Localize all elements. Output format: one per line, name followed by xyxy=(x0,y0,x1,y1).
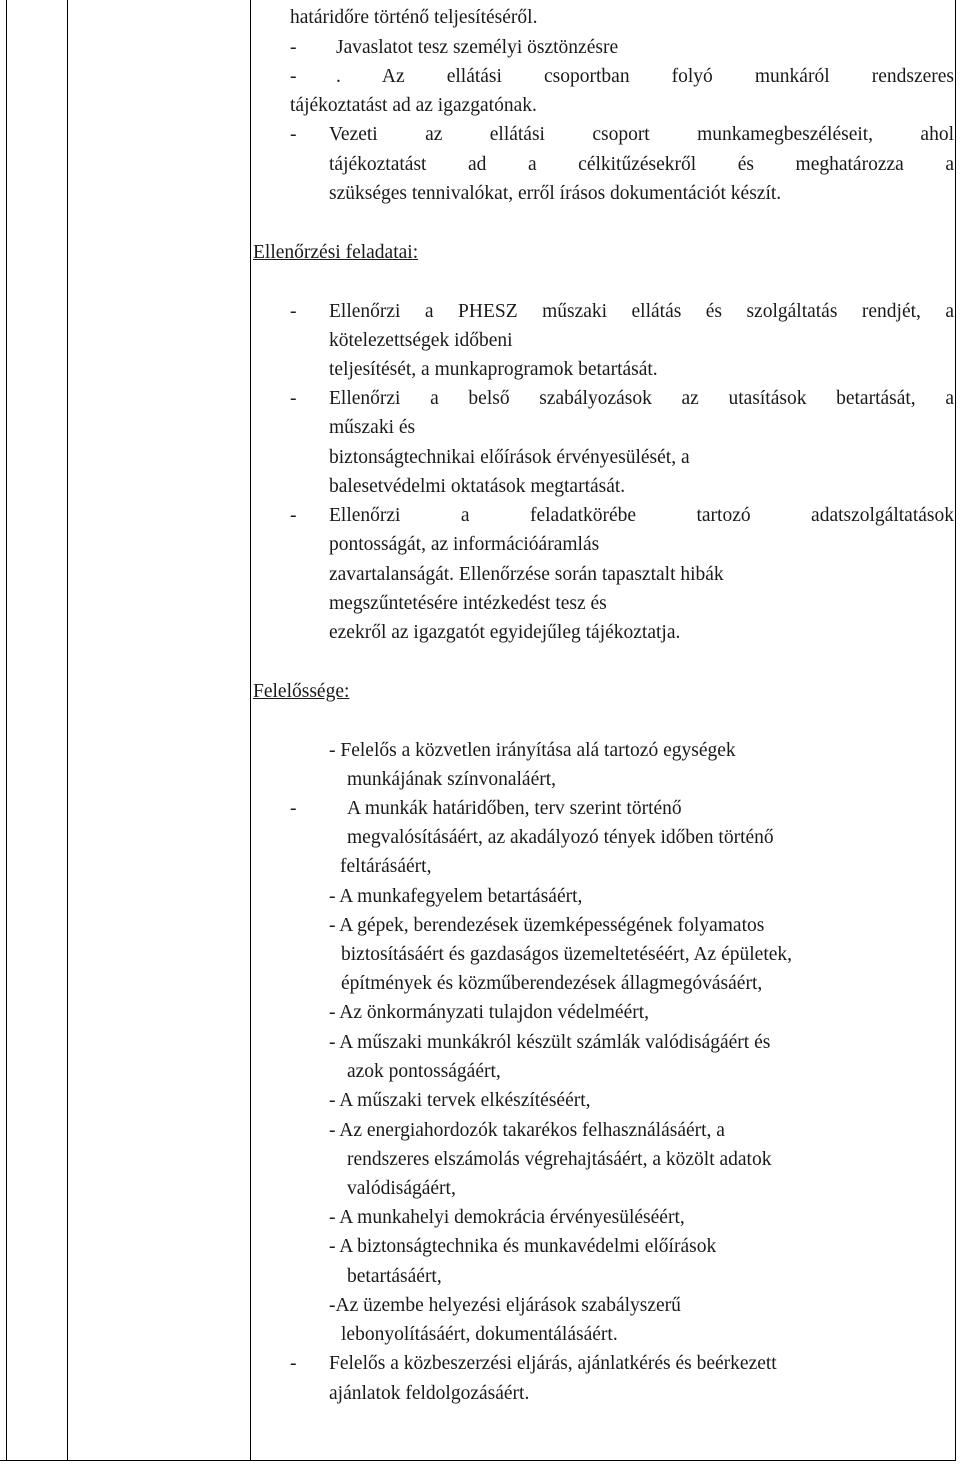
list-dash: - xyxy=(290,798,297,819)
responsibility-line: -Az üzembe helyezési eljárások szabályszerű xyxy=(329,1295,681,1316)
list-dash: - xyxy=(290,301,297,322)
list-dash: - xyxy=(290,388,297,409)
responsibility-line: lebonyolításáért, dokumentálásáért. xyxy=(341,1324,618,1345)
text-line: . Az ellátási csoportban folyó munkáról rendszeres xyxy=(336,66,954,87)
responsibility-line: - A munkahelyi demokrácia érvényesüléséért, xyxy=(329,1207,685,1228)
text-line: tájékoztatást ad a célkitűzésekről és meghatározza a xyxy=(329,154,954,175)
list-item-line: biztonságtechnikai előírások érvényesülését, a xyxy=(329,447,690,468)
responsibility-line: építmények és közműberendezések állagmegóvásáért, xyxy=(341,973,763,994)
list-item-line: balesetvédelmi oktatások megtartását. xyxy=(329,476,626,497)
responsibility-line: munkájának színvonaláért, xyxy=(347,769,557,790)
responsibility-line: - A gépek, berendezések üzemképességének folyamatos xyxy=(329,915,765,936)
list-item-line: megszűntetésére intézkedést tesz és xyxy=(329,593,607,614)
responsibility-line: rendszeres elszámolás végrehajtásáért, a közölt adatok xyxy=(347,1149,772,1170)
list-item-line: Ellenőrzi a PHESZ műszaki ellátás és szolgáltatás rendjét, a xyxy=(329,301,954,322)
list-item-line: zavartalanságát. Ellenőrzése során tapasztalt hibák xyxy=(329,564,724,585)
table-column-divider-2 xyxy=(250,0,251,1461)
responsibility-line: - Felelős a közvetlen irányítása alá tartozó egységek xyxy=(329,740,736,761)
responsibility-line: Felelős a közbeszerzési eljárás, ajánlatkérés és beérkezett xyxy=(329,1353,777,1374)
section-heading-felelossege: Felelőssége: xyxy=(253,681,350,702)
table-column-divider-1 xyxy=(67,0,68,1461)
text-line: Vezeti az ellátási csoport munkamegbeszéléseit, ahol xyxy=(329,124,954,145)
responsibility-line: - Az energiahordozók takarékos felhasználásáért, a xyxy=(329,1120,725,1141)
list-item-line: műszaki és xyxy=(329,417,416,438)
list-dash: - xyxy=(290,124,297,145)
text-line: szükséges tennivalókat, erről írásos dokumentációt készít. xyxy=(329,183,782,204)
text-line: Javaslatot tesz személyi ösztönzésre xyxy=(336,37,619,58)
list-dash: - xyxy=(290,505,297,526)
table-border-left xyxy=(6,0,7,1461)
responsibility-line: A munkák határidőben, terv szerint történő xyxy=(347,798,682,819)
text-line: tájékoztatást ad az igazgatónak. xyxy=(290,95,537,116)
list-item-line: Ellenőrzi a belső szabályozások az utasítások betartását, a xyxy=(329,388,954,409)
list-item-line: kötelezettségek időbeni xyxy=(329,330,513,351)
responsibility-line: - A biztonságtechnika és munkavédelmi előírások xyxy=(329,1236,717,1257)
list-dash: - xyxy=(290,1353,297,1374)
table-border-right xyxy=(955,0,956,1461)
responsibility-line: megvalósításáért, az akadályozó tények időben történő xyxy=(347,827,774,848)
responsibility-line: feltárásáért, xyxy=(340,856,432,877)
list-dash: - xyxy=(290,37,297,58)
responsibility-line: valódiságáért, xyxy=(347,1178,456,1199)
list-item-line: Ellenőrzi a feladatkörébe tartozó adatszolgáltatások xyxy=(329,505,954,526)
responsibility-line: azok pontosságáért, xyxy=(347,1061,501,1082)
table-border-bottom xyxy=(0,1460,956,1461)
section-heading-ellenorzesi: Ellenőrzési feladatai: xyxy=(253,242,419,263)
text-line: határidőre történő teljesítéséről. xyxy=(290,7,538,28)
responsibility-line: - A munkafegyelem betartásáért, xyxy=(329,886,583,907)
list-item-line: teljesítését, a munkaprogramok betartását. xyxy=(329,359,658,380)
responsibility-line: ajánlatok feldolgozásáért. xyxy=(329,1383,530,1404)
list-item-line: pontosságát, az információáramlás xyxy=(329,534,600,555)
list-item-line: ezekről az igazgatót egyidejűleg tájékoztatja. xyxy=(329,622,681,643)
list-dash: - xyxy=(290,66,297,87)
responsibility-line: - A műszaki tervek elkészítéséért, xyxy=(329,1090,591,1111)
responsibility-line: biztosításáért és gazdaságos üzemeltetéséért, Az épületek, xyxy=(341,944,793,965)
responsibility-line: betartásáért, xyxy=(347,1266,442,1287)
responsibility-line: - A műszaki munkákról készült számlák valódiságáért és xyxy=(329,1032,771,1053)
responsibility-line: - Az önkormányzati tulajdon védelméért, xyxy=(329,1002,650,1023)
